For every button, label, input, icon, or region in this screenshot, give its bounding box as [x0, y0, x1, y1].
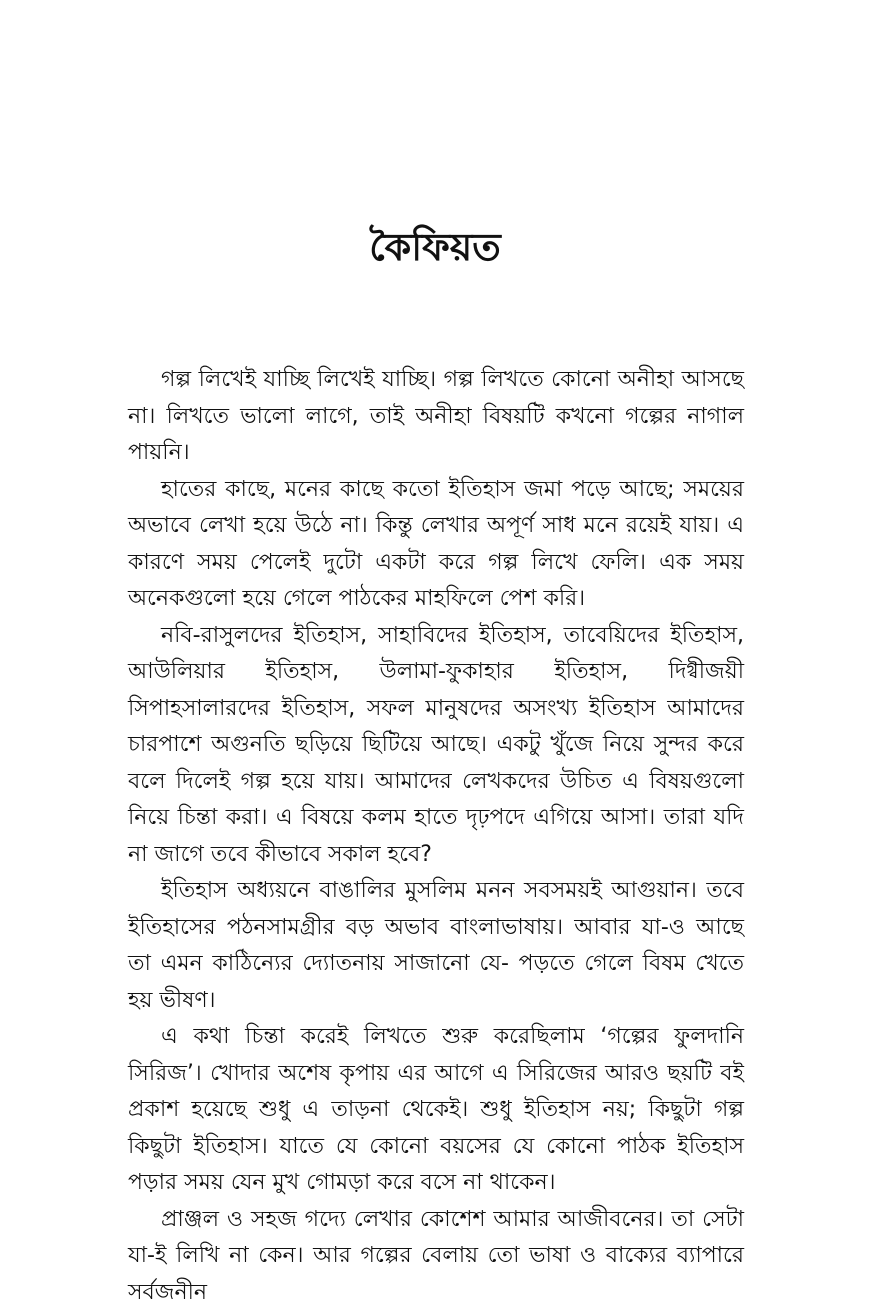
paragraph: প্রাঞ্জল ও সহজ গদ্যে লেখার কোশেশ আমার আজীবনের। তা সেটা যা-ই লিখি না কেন। আর গল্পের বেলায় তো ভাষা ও বাক্যের ব্যাপারে সর্বজনীন: [128, 1202, 744, 1311]
paragraph: গল্প লিখেই যাচ্ছি লিখেই যাচ্ছি। গল্প লিখতে কোনো অনীহা আসছে না। লিখতে ভালো লাগে, তাই অনীহা বিষয়টি কখনো গল্পের নাগাল পায়নি।: [128, 362, 744, 472]
paragraph: হাতের কাছে, মনের কাছে কতো ইতিহাস জমা পড়ে আছে; সময়ের অভাবে লেখা হয়ে উঠে না। কিন্তু লেখার অপূর্ণ সাধ মনে রয়েই যায়। এ কারণে সময় পেলেই দুটো একটা করে গল্প লিখে ফেলি। এক সময় অনেকগুলো হয়ে গেলে পাঠকের মাহফিলে পেশ করি।: [128, 472, 744, 618]
paragraph: নবি-রাসুলদের ইতিহাস, সাহাবিদের ইতিহাস, তাবেয়িদের ইতিহাস, আউলিয়ার ইতিহাস, উলামা-ফুকাহার ইতিহাস, দিগ্বীজয়ী সিপাহসালারদের ইতিহাস, সফল মানুষদের অসংখ্য ইতিহাস আমাদের চারপাশে অগুনতি ছড়িয়ে ছিটিয়ে আছে। একটু খুঁজে নিয়ে সুন্দর করে বলে দিলেই গল্প হয়ে যায়। আমাদের লেখকদের উচিত এ বিষয়গুলো নিয়ে চিন্তা করা। এ বিষয়ে কলম হাতে দৃঢ়পদে এগিয়ে আসা। তারা যদি না জাগে তবে কীভাবে সকাল হবে?: [128, 618, 744, 874]
page-title: কৈফিয়ত: [0, 222, 870, 272]
body-text: [128, 362, 744, 1311]
paragraph: এ কথা চিন্তা করেই লিখতে শুরু করেছিলাম ‘গল্পের ফুলদানি সিরিজ’। খোদার অশেষ কৃপায় এর আগে এ সিরিজের আরও ছয়টি বই প্রকাশ হয়েছে শুধু এ তাড়না থেকেই। শুধু ইতিহাস নয়; কিছুটা গল্প কিছুটা ইতিহাস। যাতে যে কোনো বয়সের যে কোনো পাঠক ইতিহাস পড়ার সময় যেন মুখ গোমড়া করে বসে না থাকেন।: [128, 1019, 744, 1202]
paragraph: ইতিহাস অধ্যয়নে বাঙালির মুসলিম মনন সবসময়ই আগুয়ান। তবে ইতিহাসের পঠনসামগ্রীর বড় অভাব বাংলাভাষায়। আবার যা-ও আছে তা এমন কাঠিন্যের দ্যোতনায় সাজানো যে- পড়তে গেলে বিষম খেতে হয় ভীষণ।: [128, 873, 744, 1019]
